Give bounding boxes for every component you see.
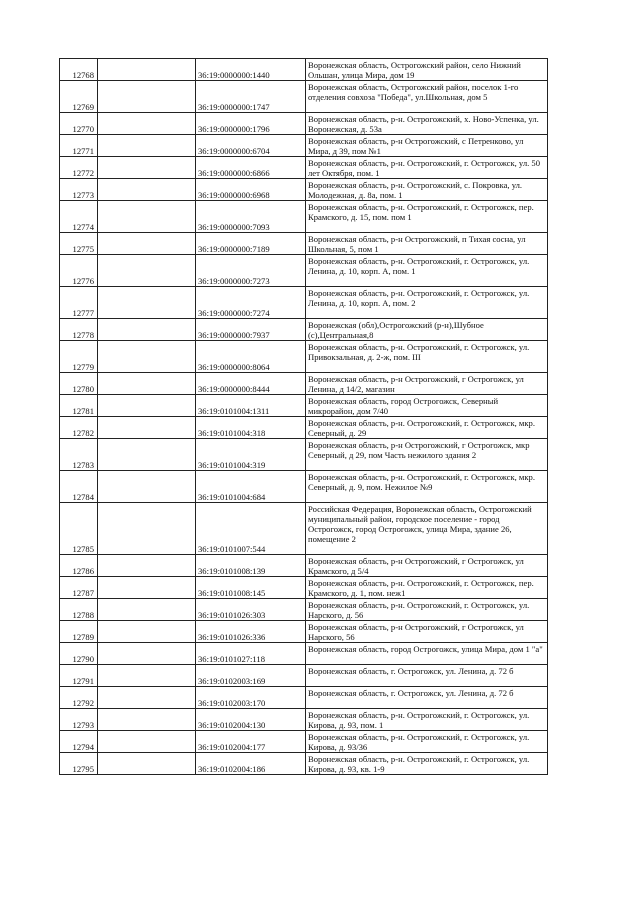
table-row xyxy=(60,599,548,621)
empty-cell xyxy=(98,59,196,81)
empty-cell xyxy=(98,555,196,577)
table-row xyxy=(60,157,548,179)
empty-cell xyxy=(98,179,196,201)
empty-cell xyxy=(98,577,196,599)
table-row xyxy=(60,255,548,287)
table-row xyxy=(60,395,548,417)
address-cell: Воронежская область, р-н. Острогожский, г. Острогожск, мкр. Северный, д. 9, пом. Нежилое №9 xyxy=(306,471,548,503)
row-number-cell: 12777 xyxy=(60,287,98,319)
row-number-cell: 12780 xyxy=(60,373,98,395)
table-row xyxy=(60,113,548,135)
table-row xyxy=(60,341,548,373)
address-cell: Воронежская область, р-н. Острогожский, г. Острогожск, ул. Кирова, д. 93, кв. 1-9 xyxy=(306,753,548,775)
empty-cell xyxy=(98,233,196,255)
row-number-cell: 12785 xyxy=(60,503,98,555)
address-cell: Российская Федерация, Воронежская область, Острогожский муниципальный район, городское поселение - город Острогожск, город Острогожск, улица Мира, здание 26, помещение 2 xyxy=(306,503,548,555)
empty-cell xyxy=(98,417,196,439)
row-number-cell: 12779 xyxy=(60,341,98,373)
row-number-cell: 12786 xyxy=(60,555,98,577)
table-row xyxy=(60,503,548,555)
row-number-cell: 12784 xyxy=(60,471,98,503)
empty-cell xyxy=(98,255,196,287)
address-cell: Воронежская область, г. Острогожск, ул. Ленина, д. 72 б xyxy=(306,665,548,687)
cadastral-number-cell: 36:19:0000000:8444 xyxy=(196,373,306,395)
empty-cell xyxy=(98,621,196,643)
row-number-cell: 12770 xyxy=(60,113,98,135)
empty-cell xyxy=(98,113,196,135)
cadastral-number-cell: 36:19:0102003:169 xyxy=(196,665,306,687)
cadastral-number-cell: 36:19:0102004:186 xyxy=(196,753,306,775)
empty-cell xyxy=(98,753,196,775)
empty-cell xyxy=(98,503,196,555)
table-row xyxy=(60,81,548,113)
table-row xyxy=(60,665,548,687)
address-cell: Воронежская область, р-н Острогожский, г Острогожск, ул Нарского, 56 xyxy=(306,621,548,643)
empty-cell xyxy=(98,157,196,179)
row-number-cell: 12781 xyxy=(60,395,98,417)
row-number-cell: 12794 xyxy=(60,731,98,753)
row-number-cell: 12783 xyxy=(60,439,98,471)
address-cell: Воронежская область, р-н. Острогожский, г. Острогожск, ул. Ленина, д. 10, корп. А, пом. 1 xyxy=(306,255,548,287)
address-cell: Воронежская область, р-н Острогожский, с Петренково, ул Мира, д 39, пом №1 xyxy=(306,135,548,157)
table-row xyxy=(60,233,548,255)
cadastral-number-cell: 36:19:0101027:118 xyxy=(196,643,306,665)
table-row xyxy=(60,643,548,665)
cadastral-number-cell: 36:19:0101007:544 xyxy=(196,503,306,555)
cadastral-number-cell: 36:19:0102004:130 xyxy=(196,709,306,731)
empty-cell xyxy=(98,687,196,709)
table-row xyxy=(60,179,548,201)
empty-cell xyxy=(98,287,196,319)
table-row xyxy=(60,709,548,731)
address-cell: Воронежская область, р-н. Острогожский, с. Покровка, ул. Молодежная, д. 8а, пом. 1 xyxy=(306,179,548,201)
address-cell: Воронежская область, р-н. Острогожский, г. Острогожск, ул. Кирова, д. 93/36 xyxy=(306,731,548,753)
cadastral-number-cell: 36:19:0101026:303 xyxy=(196,599,306,621)
table-row xyxy=(60,621,548,643)
table-row xyxy=(60,417,548,439)
address-cell: Воронежская область, р-н. Острогожский, г. Острогожск, мкр. Северный, д. 29 xyxy=(306,417,548,439)
row-number-cell: 12782 xyxy=(60,417,98,439)
address-cell: Воронежская область, г. Острогожск, ул. Ленина, д. 72 б xyxy=(306,687,548,709)
address-cell: Воронежская область, р-н. Острогожский, г. Острогожск, пер. Крамского, д. 1, пом. неж1 xyxy=(306,577,548,599)
address-cell: Воронежская область, р-н Острогожский, г Острогожск, мкр Северный, д 29, пом Часть нежилого здания 2 xyxy=(306,439,548,471)
cadastral-number-cell: 36:19:0000000:1747 xyxy=(196,81,306,113)
empty-cell xyxy=(98,731,196,753)
row-number-cell: 12771 xyxy=(60,135,98,157)
row-number-cell: 12790 xyxy=(60,643,98,665)
table-row xyxy=(60,319,548,341)
empty-cell xyxy=(98,395,196,417)
cadastral-number-cell: 36:19:0000000:1796 xyxy=(196,113,306,135)
row-number-cell: 12769 xyxy=(60,81,98,113)
row-number-cell: 12776 xyxy=(60,255,98,287)
cadastral-number-cell: 36:19:0000000:6866 xyxy=(196,157,306,179)
row-number-cell: 12775 xyxy=(60,233,98,255)
table-row xyxy=(60,687,548,709)
empty-cell xyxy=(98,471,196,503)
cadastral-number-cell: 36:19:0101008:139 xyxy=(196,555,306,577)
address-cell: Воронежская область, р-н. Острогожский, г. Острогожск, ул. Ленина, д. 10, корп. А, пом. 2 xyxy=(306,287,548,319)
address-cell: Воронежская область, город Острогожск, улица Мира, дом 1 "а" xyxy=(306,643,548,665)
address-cell: Воронежская область, р-н Острогожский, г Острогожск, ул Крамского, д 5/4 xyxy=(306,555,548,577)
address-cell: Воронежская область, р-н. Острогожский, г. Острогожск, ул. Привокзальная, д. 2-ж, пом. III xyxy=(306,341,548,373)
cadastral-number-cell: 36:19:0102003:170 xyxy=(196,687,306,709)
address-cell: Воронежская область, р-н Острогожский, г Острогожск, ул Ленина, д 14/2, магазин xyxy=(306,373,548,395)
row-number-cell: 12787 xyxy=(60,577,98,599)
empty-cell xyxy=(98,709,196,731)
table-row xyxy=(60,577,548,599)
address-cell: Воронежская область, р-н. Острогожский, х. Ново-Успенка, ул. Воронежская, д. 53а xyxy=(306,113,548,135)
table-row xyxy=(60,135,548,157)
address-cell: Воронежская область, Острогожский район, село Нижний Ольшан, улица Мира, дом 19 xyxy=(306,59,548,81)
row-number-cell: 12795 xyxy=(60,753,98,775)
table-row xyxy=(60,555,548,577)
registry-table-body xyxy=(60,59,548,775)
row-number-cell: 12793 xyxy=(60,709,98,731)
empty-cell xyxy=(98,319,196,341)
empty-cell xyxy=(98,439,196,471)
cadastral-number-cell: 36:19:0000000:6704 xyxy=(196,135,306,157)
cadastral-number-cell: 36:19:0000000:7273 xyxy=(196,255,306,287)
row-number-cell: 12774 xyxy=(60,201,98,233)
cadastral-number-cell: 36:19:0000000:6968 xyxy=(196,179,306,201)
table-row xyxy=(60,201,548,233)
empty-cell xyxy=(98,665,196,687)
address-cell: Воронежская (обл),Острогожский (р-н),Шубное (с),Центральная,8 xyxy=(306,319,548,341)
empty-cell xyxy=(98,81,196,113)
row-number-cell: 12773 xyxy=(60,179,98,201)
table-row xyxy=(60,753,548,775)
table-row xyxy=(60,59,548,81)
cadastral-number-cell: 36:19:0101004:318 xyxy=(196,417,306,439)
cadastral-number-cell: 36:19:0101004:1311 xyxy=(196,395,306,417)
address-cell: Воронежская область, р-н. Острогожский, г. Острогожск, пер. Крамского, д. 15, пом. пом 1 xyxy=(306,201,548,233)
table-row xyxy=(60,287,548,319)
cadastral-number-cell: 36:19:0000000:7093 xyxy=(196,201,306,233)
cadastral-number-cell: 36:19:0000000:7189 xyxy=(196,233,306,255)
empty-cell xyxy=(98,201,196,233)
address-cell: Воронежская область, город Острогожск, Северный микрорайон, дом 7/40 xyxy=(306,395,548,417)
cadastral-number-cell: 36:19:0101004:319 xyxy=(196,439,306,471)
table-row xyxy=(60,373,548,395)
row-number-cell: 12788 xyxy=(60,599,98,621)
empty-cell xyxy=(98,135,196,157)
table-row xyxy=(60,731,548,753)
empty-cell xyxy=(98,643,196,665)
cadastral-number-cell: 36:19:0000000:1440 xyxy=(196,59,306,81)
empty-cell xyxy=(98,341,196,373)
cadastral-number-cell: 36:19:0000000:8064 xyxy=(196,341,306,373)
row-number-cell: 12792 xyxy=(60,687,98,709)
empty-cell xyxy=(98,599,196,621)
address-cell: Воронежская область, р-н Острогожский, п Тихая сосна, ул Школьная, 5, пом 1 xyxy=(306,233,548,255)
address-cell: Воронежская область, р-н. Острогожский, г. Острогожск, ул. 50 лет Октября, пом. 1 xyxy=(306,157,548,179)
address-cell: Воронежская область, р-н. Острогожский, г. Острогожск, ул. Нарского, д. 56 xyxy=(306,599,548,621)
address-cell: Воронежская область, Острогожский район, поселок 1-го отделения совхоза "Победа", ул.Школьная, дом 5 xyxy=(306,81,548,113)
row-number-cell: 12778 xyxy=(60,319,98,341)
cadastral-number-cell: 36:19:0102004:177 xyxy=(196,731,306,753)
cadastral-number-cell: 36:19:0101004:684 xyxy=(196,471,306,503)
cadastral-number-cell: 36:19:0000000:7937 xyxy=(196,319,306,341)
address-cell: Воронежская область, р-н. Острогожский, г. Острогожск, ул. Кирова, д. 93, пом. 1 xyxy=(306,709,548,731)
cadastral-number-cell: 36:19:0000000:7274 xyxy=(196,287,306,319)
row-number-cell: 12768 xyxy=(60,59,98,81)
empty-cell xyxy=(98,373,196,395)
row-number-cell: 12791 xyxy=(60,665,98,687)
row-number-cell: 12789 xyxy=(60,621,98,643)
row-number-cell: 12772 xyxy=(60,157,98,179)
registry-table xyxy=(59,58,548,775)
cadastral-number-cell: 36:19:0101008:145 xyxy=(196,577,306,599)
cadastral-number-cell: 36:19:0101026:336 xyxy=(196,621,306,643)
table-row xyxy=(60,439,548,471)
table-row xyxy=(60,471,548,503)
